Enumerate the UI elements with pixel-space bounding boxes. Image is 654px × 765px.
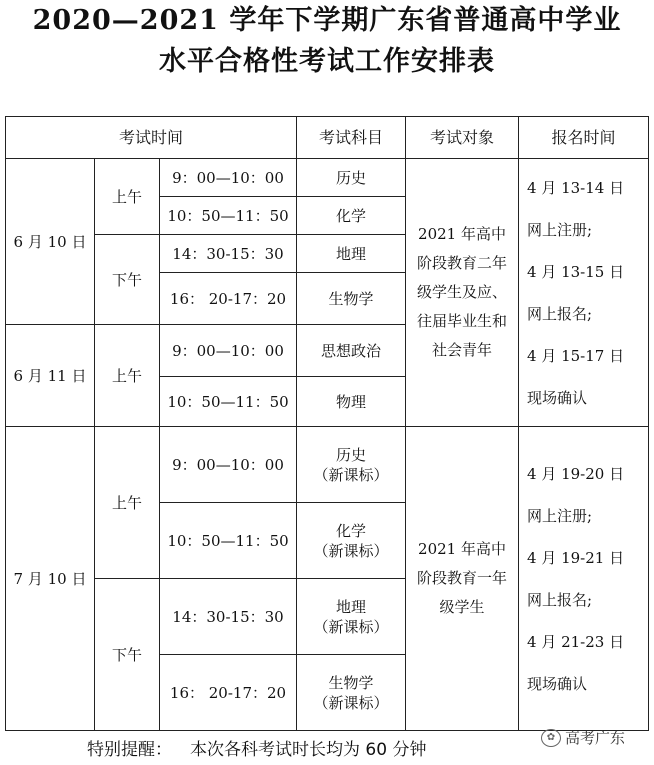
time-cell: 14：30-15：30 (160, 235, 297, 273)
target-cell: 2021 年高中阶段教育一年级学生 (406, 427, 519, 731)
header-row (6, 117, 649, 159)
registration-line: 4 月 19-21 日 (527, 548, 625, 567)
date-cell: 6 月 10 日 (6, 159, 95, 325)
registration-line: 现场确认 (527, 674, 588, 693)
table-row (6, 427, 649, 503)
registration-line: 4 月 21-23 日 (527, 632, 625, 651)
footer-note (87, 738, 444, 762)
date-cell: 6 月 11 日 (6, 325, 95, 427)
time-cell: 16： 20-17：20 (160, 655, 297, 731)
time-cell: 10：50—11：50 (160, 377, 297, 427)
subject-cell: 生物学 (297, 273, 406, 325)
subject-name: 生物学 (328, 673, 374, 692)
subject-name: 化学 (336, 521, 367, 540)
header-exam-time: 考试时间 (6, 117, 297, 159)
subject-cell (297, 503, 406, 579)
header-target: 考试对象 (406, 117, 519, 159)
footer-text: 本次各科考试时长均为 60 分钟 (190, 740, 427, 760)
period-cell: 上午 (95, 427, 160, 579)
subject-cell: 物理 (297, 377, 406, 427)
title-line-1: 2020—2021 学年下学期广东省普通高中学业 (32, 5, 622, 36)
registration-line: 网上报名; (527, 590, 593, 609)
subject-note: （新课标） (313, 693, 389, 712)
registration-line: 4 月 19-20 日 (527, 464, 625, 483)
subject-cell (297, 655, 406, 731)
header-subject: 考试科目 (297, 117, 406, 159)
time-cell: 14：30-15：30 (160, 579, 297, 655)
registration-line: 4 月 13-15 日 (527, 262, 625, 281)
subject-cell (297, 579, 406, 655)
time-cell: 10：50—11：50 (160, 503, 297, 579)
period-cell: 下午 (95, 235, 160, 325)
period-cell: 上午 (95, 159, 160, 235)
registration-line: 现场确认 (527, 388, 588, 407)
subject-note: （新课标） (313, 465, 389, 484)
period-cell: 下午 (95, 579, 160, 731)
registration-cell (519, 427, 649, 731)
registration-line: 4 月 15-17 日 (527, 346, 625, 365)
time-cell: 9：00—10：00 (160, 159, 297, 197)
subject-note: （新课标） (313, 541, 389, 560)
date-cell: 7 月 10 日 (6, 427, 95, 731)
wechat-icon: ✿ (541, 729, 561, 747)
subject-cell: 地理 (297, 235, 406, 273)
time-cell: 10：50—11：50 (160, 197, 297, 235)
subject-note: （新课标） (313, 617, 389, 636)
table-row (6, 159, 649, 197)
registration-line: 网上报名; (527, 304, 593, 323)
watermark (541, 727, 625, 748)
time-cell: 9：00—10：00 (160, 427, 297, 503)
subject-name: 历史 (336, 445, 367, 464)
registration-cell (519, 159, 649, 427)
registration-line: 网上注册; (527, 506, 593, 525)
time-cell: 9：00—10：00 (160, 325, 297, 377)
subject-name: 地理 (336, 597, 367, 616)
footer-label: 特别提醒： (87, 740, 172, 760)
subject-cell (297, 427, 406, 503)
subject-cell: 历史 (297, 159, 406, 197)
subject-cell: 思想政治 (297, 325, 406, 377)
target-cell: 2021 年高中阶段教育二年级学生及应、往届毕业生和社会青年 (406, 159, 519, 427)
header-registration: 报名时间 (519, 117, 649, 159)
time-cell: 16： 20-17：20 (160, 273, 297, 325)
schedule-table (5, 116, 649, 731)
registration-line: 4 月 13-14 日 (527, 178, 625, 197)
title-line-2: 水平合格性考试工作安排表 (159, 46, 495, 77)
subject-cell: 化学 (297, 197, 406, 235)
watermark-text: 高考广东 (565, 729, 626, 747)
registration-line: 网上注册; (527, 220, 593, 239)
period-cell: 上午 (95, 325, 160, 427)
